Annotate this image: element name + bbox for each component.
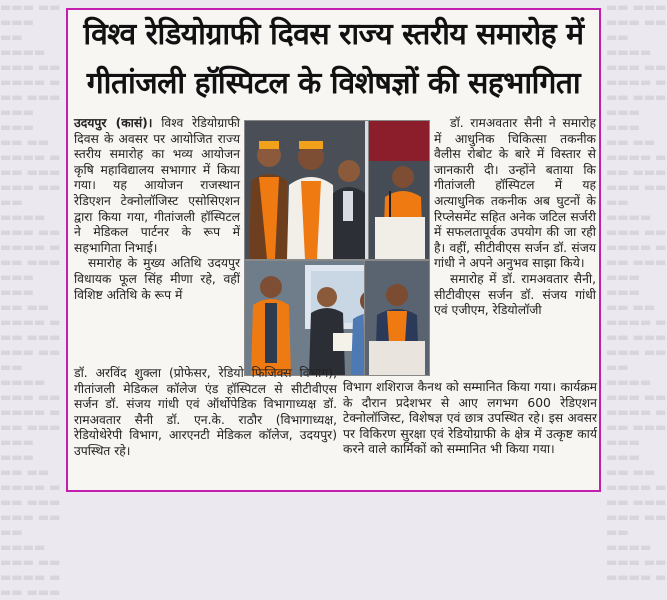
- right-column-paragraph-2: समारोह में डॉ. रामअवतार सैनी, सीटीवीएस सर्जन डॉ. संजय गांधी एवं एजीएम, रेडियोलॉजी: [434, 271, 596, 318]
- headline-line-1: विश्व रेडियोग्राफी दिवस राज्य स्तरीय समारोह में: [83, 17, 584, 52]
- event-photo-speaker-drawing: [369, 121, 429, 259]
- event-photo-speaker-2-drawing: [365, 261, 429, 375]
- background-newsprint-right: ▬▬ ▬▬▬ ▬▬▬ ▬▬ ▬▬ ▬▬▬▬ ▬▬▬ ▬▬ ▬▬▬▬ ▬ ▬▬ ▬▬▬ ▬▬▬ ▬▬▬ ▬▬ ▬▬ ▬▬▬▬ ▬ ▬▬ ▬▬▬ ▬▬▬ ▬▬ ▬▬ ▬▬▬▬ ▬▬▬ ▬▬ ▬▬▬▬ ▬ ▬▬ ▬▬▬ ▬▬▬ ▬▬▬ ▬▬ ▬▬ ▬▬▬▬ ▬ ▬▬ ▬▬▬ ▬▬▬ ▬▬ ▬▬ ▬▬▬▬ ▬▬▬ ▬▬ ▬▬▬▬ ▬ ▬▬ ▬▬▬ ▬▬▬ ▬▬▬ ▬▬ ▬▬ ▬▬▬▬ ▬ ▬▬ ▬▬▬ ▬▬▬ ▬▬ ▬▬ ▬▬▬▬ ▬▬▬ ▬▬ ▬▬▬▬ ▬: [606, 0, 667, 584]
- left-column-paragraph-2: समारोह के मुख्य अतिथि उदयपुर विधायक फूल सिंह मीणा रहे, वहीं विशिष्ट अतिथि के रूप में: [74, 256, 240, 302]
- dateline: उदयपुर (कासं)।: [74, 116, 153, 130]
- event-photo-speaker-2: [364, 260, 430, 376]
- bottom-right-text: विभाग शशिराज कैनथ को सम्मानित किया गया। कार्यक्रम के दौरान प्रदेशभर से आए लगभग 600 रेडिएशन टेक्नोलॉजिस्ट, विशेषज्ञ एवं छात्र उपस्थित रहे। इस अवसर पर विकिरण सुरक्षा एवं रेडियोग्राफी के क्षेत्र में उत्कृष्ट कार्य करने वाले कार्मिकों को सम्मानित भी किया गया।: [343, 380, 597, 457]
- bottom-left-text: डॉ. अरविंद शुक्ला (प्रोफेसर, रेडियो फिजिक्स विभाग), गीतांजली मेडिकल कॉलेज एंड हॉस्पिटल से सीटीवीएस सर्जन डॉ. संजय गांधी एवं ऑर्थोपेडिक विभागाध्यक्ष डॉ. रामअवतार सैनी डॉ. एन.के. राठौर (विभागाध्यक्ष, रेडियोथेरेपी विभाग, आरएनटी मेडिकल कॉलेज, उदयपुर) उपस्थित रहे।: [74, 366, 337, 458]
- left-column: [74, 116, 240, 303]
- left-column-paragraph-1: [74, 116, 240, 256]
- event-photo-speaker: [368, 120, 430, 260]
- headline-line-2: गीतांजली हॉस्पिटल के विशेषज्ञों की सहभागिता: [86, 66, 581, 101]
- left-column-paragraph-1-text: विश्व रेडियोग्राफी दिवस के अवसर पर आयोजित राज्य स्तरीय समारोह का भव्य आयोजन कृषि महाविद्यालय सभागार में किया गया। यह आयोजन राजस्थान रेडिएशन टेक्नोलॉजिस्ट एसोसिएशन द्वारा किया गया, गीतांजली हॉस्पिटल ने मेडिकल पार्टनर के रूप में सहभागिता निभाई।: [74, 116, 240, 255]
- background-newsprint-left: ▬▬▬ ▬▬ ▬▬▬ ▬▬ ▬▬▬▬ ▬▬▬ ▬▬ ▬▬▬▬ ▬ ▬▬ ▬▬▬ ▬▬▬ ▬▬▬ ▬▬ ▬▬ ▬▬▬▬ ▬ ▬▬ ▬▬▬ ▬▬▬ ▬▬ ▬▬ ▬▬▬▬ ▬▬▬ ▬▬ ▬▬▬▬ ▬ ▬▬ ▬▬▬ ▬▬▬ ▬▬▬ ▬▬ ▬▬ ▬▬▬▬ ▬ ▬▬ ▬▬▬ ▬▬▬ ▬▬ ▬▬ ▬▬▬▬ ▬▬▬ ▬▬ ▬▬▬▬ ▬ ▬▬ ▬▬▬ ▬▬▬ ▬▬▬ ▬▬ ▬▬ ▬▬▬▬ ▬ ▬▬ ▬▬▬ ▬▬▬ ▬▬ ▬▬ ▬▬▬▬ ▬▬▬ ▬▬ ▬▬▬▬ ▬ ▬▬ ▬▬▬: [0, 0, 61, 599]
- right-column: [434, 116, 596, 319]
- right-column-paragraph-1: डॉ. रामअवतार सैनी ने समारोह में आधुनिक चिकित्सा तकनीक वैलीस रोबोट के बारे में विस्तार से जानकारी दी। उन्होंने बताया कि गीतांजली हॉस्पिटल में यह अत्याधुनिक तकनीक अब घुटनों के रिप्लेसमेंट सहित अनेक जटिल सर्जरी में सफलतापूर्वक उपयोग की जा रही है। वहीं, सीटीवीएस सर्जन डॉ. संजय गांधी ने अपने अनुभव साझा किये।: [434, 116, 596, 271]
- newspaper-clipping: [66, 8, 601, 492]
